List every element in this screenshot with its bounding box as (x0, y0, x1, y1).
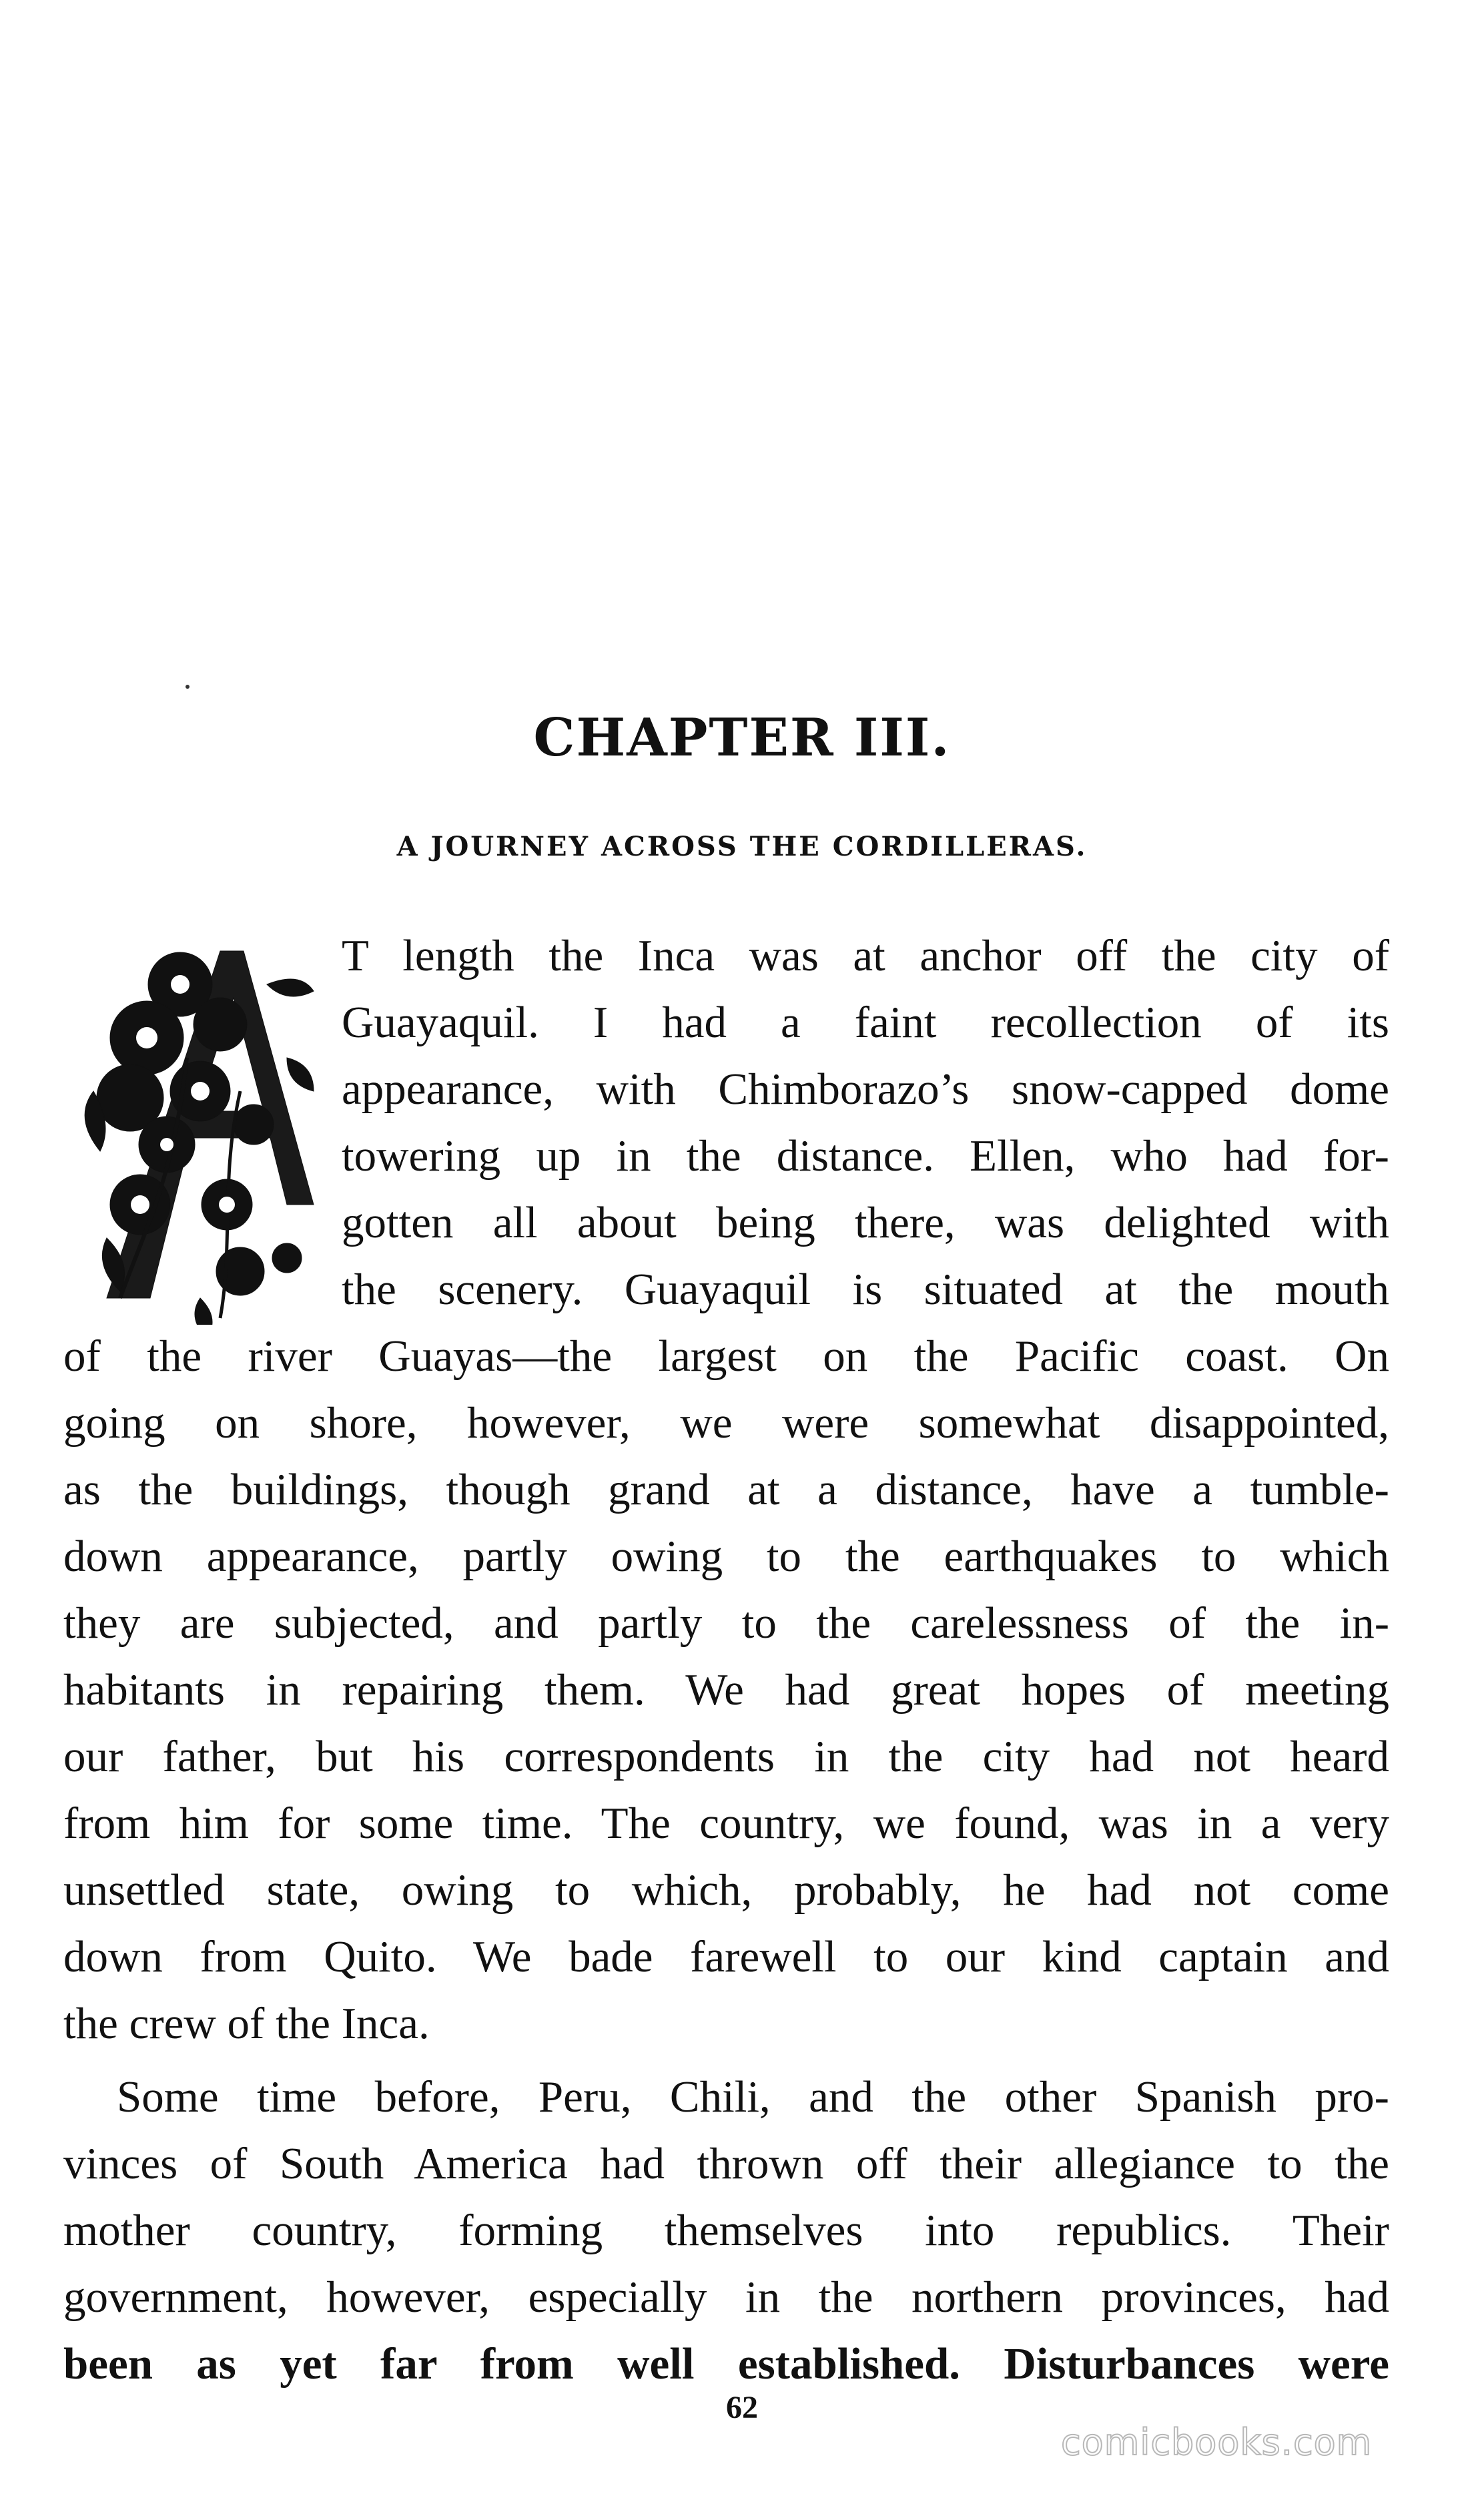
text-line: government, however, especially in the northern provinces, had (63, 2272, 1389, 2322)
text-line: appearance, with Chimborazo’s snow-capped dome (342, 1064, 1389, 1114)
text-line: the crew of the Inca. (63, 1999, 430, 2048)
text-line: T length the Inca was at anchor off the city of (342, 931, 1389, 980)
text-line: they are subjected, and partly to the carelessness of the in- (63, 1598, 1389, 1648)
chapter-title: CHAPTER III. (533, 707, 951, 768)
text-line: from him for some time. The country, we found, was in a very (63, 1799, 1389, 1848)
text-line: unsettled state, owing to which, probably, he had not come (63, 1865, 1389, 1915)
decorative-initial-a-icon (67, 924, 334, 1325)
text-line: as the buildings, though grand at a distance, have a tumble- (63, 1465, 1389, 1514)
text-line: habitants in repairing them. We had great hopes of meeting (63, 1665, 1389, 1714)
text-line: our father, but his correspondents in the city had not heard (63, 1732, 1389, 1781)
text-line: gotten all about being there, was delighted with (342, 1198, 1389, 1247)
text-line: been as yet far from well established. Disturbances were (63, 2339, 1389, 2389)
text-line: down from Quito. We bade farewell to our kind captain and (63, 1932, 1389, 1981)
page-number: 62 (726, 2390, 758, 2425)
text-line: vinces of South America had thrown off their allegiance to the (63, 2139, 1389, 2188)
text-line: down appearance, partly owing to the earthquakes to which (63, 1532, 1389, 1581)
text-line: towering up in the distance. Ellen, who had for- (342, 1131, 1389, 1181)
text-line: mother country, forming themselves into republics. Their (63, 2206, 1389, 2255)
text-line: Some time before, Peru, Chili, and the other Spanish pro- (117, 2072, 1389, 2122)
text-line: the scenery. Guayaquil is situated at the mouth (342, 1265, 1389, 1314)
chapter-subtitle: A JOURNEY ACROSS THE CORDILLERAS. (396, 831, 1088, 862)
watermark-text: comicbooks.com (1061, 2421, 1373, 2463)
text-line: Guayaquil. I had a faint recollection of its (342, 998, 1389, 1047)
text-line: going on shore, however, we were somewhat disappointed, (63, 1398, 1389, 1448)
speck-mark (186, 685, 190, 689)
text-line: of the river Guayas—the largest on the Pacific coast. On (63, 1331, 1389, 1381)
